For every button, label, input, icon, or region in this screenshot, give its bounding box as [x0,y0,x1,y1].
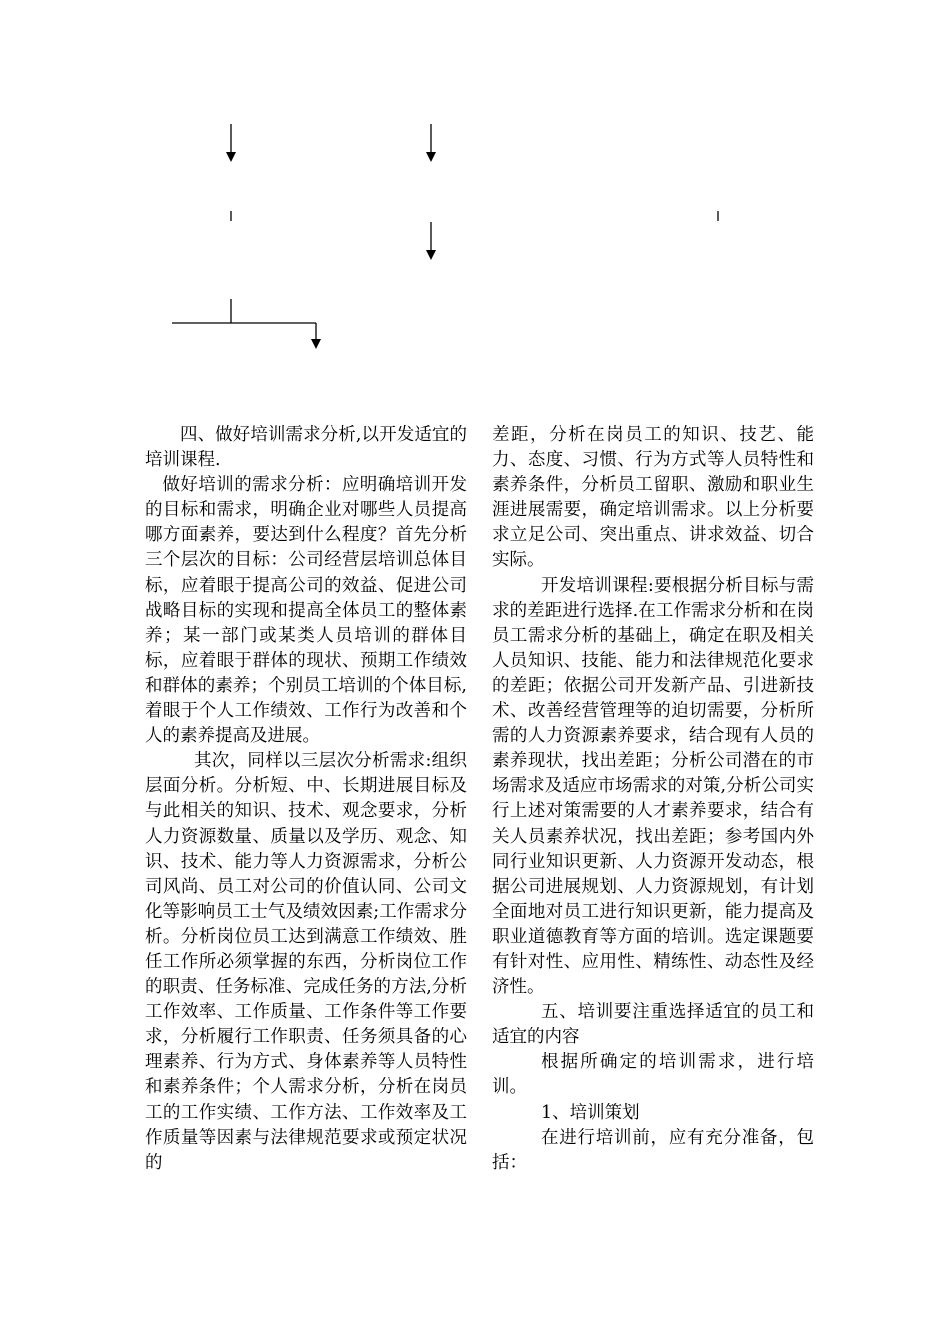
arrowhead-icon [426,152,436,162]
paragraph: 根据所确定的培训需求，进行培训。 [492,1052,814,1098]
paragraph: 在进行培训前，应有充分准备，包括： [492,1127,814,1173]
paragraph: 开发培训课程:要根据分析目标与需求的差距进行选择.在工作需求分析和在岗员工需求分析的基础上，确定在职及相关人员知识、技能、能力和法律规范化要求的差距；依据公司开发新产品、引进新技术、改善经营管理等的迫切需要，分析所需的人力资源素养要求，结合现有人员的素养现状，找出差距；分析公司潜在的市场需求及适应市场需求的对策,分析公司实行上述对策需要的人才素养要求，结合有关人员素养状况，找出差距；参考国内外同行业知识更新、人力资源开发动态，根据公司进展规划、人力资源规划，有计划全面地对员工进行知识更新，能力提高及职业道德教育等方面的培训。选定课题要有针对性、应用性、精练性、动态性及经济性。 [492,575,814,998]
right-text-column [492,423,814,1176]
paragraph: 其次，同样以三层次分析需求:组织层面分析。分析短、中、长期进展目标及与此相关的知识、技术、观念要求，分析人力资源数量、质量以及学历、观念、知识、技术、能力等人力资源需求，分析公司风尚、员工对公司的价值认同、公司文化等影响员工士气及绩效因素;工作需求分析。分析岗位员工达到满意工作绩效、胜任工作所必须掌握的东西，分析岗位工作的职责、任务标准、完成任务的方法,分析工作效率、工作质量、工作条件等工作要求，分析履行工作职责、任务须具备的心理素养、行为方式、身体素养等人员特性和素养条件；个人需求分析，分析在岗员工的工作实绩、工作方法、工作效率及工作质量等因素与法律规范要求或预定状况的 [145,751,467,1173]
arrowhead-icon [226,152,236,162]
flowchart-connectors [0,0,950,400]
arrowhead-icon [426,250,436,260]
section-four-heading: 四、做好培训需求分析,以开发适宜的培训课程. [145,425,467,471]
subsection-heading: 1、培训策划 [541,1102,640,1123]
paragraph: 做好培训的需求分析：应明确培训开发的目标和需求，明确企业对哪些人员提高哪方面素养，要达到什么程度？首先分析三个层次的目标：公司经营层培训总体目标，应着眼于提高公司的效益、促进公司战略目标的实现和提高全体员工的整体素养；某一部门或某类人员培训的群体目标，应着眼于群体的现状、预期工作绩效和群体的素养；个别员工培训的个体目标,着眼于个人工作绩效、工作行为改善和个人的素养提高及进展。 [145,475,467,747]
section-five-heading: 五、培训要注重选择适宜的员工和适宜的内容 [492,1002,814,1048]
paragraph: 差距，分析在岗员工的知识、技艺、能力、态度、习惯、行为方式等人员特性和素养条件，分析员工留职、激励和职业生涯进展需要，确定培训需求。以上分析要求立足公司、突出重点、讲求效益、切合实际。 [492,425,814,571]
arrowhead-icon [311,339,321,349]
left-text-column [145,423,467,1176]
